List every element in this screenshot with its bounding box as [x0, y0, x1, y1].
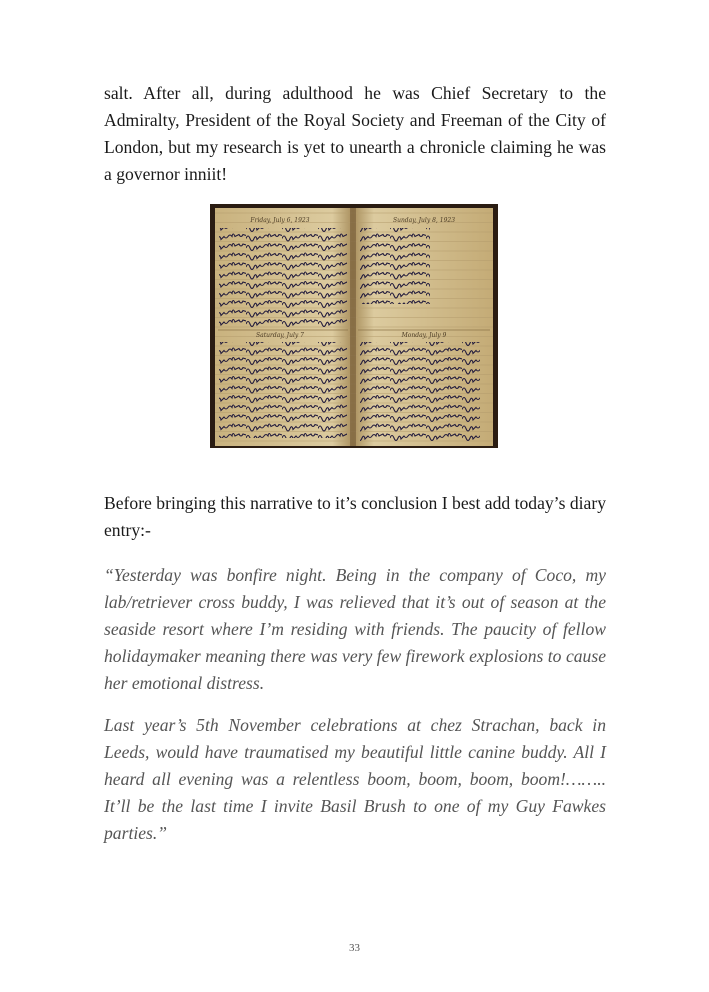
diary-gutter: [350, 208, 356, 446]
diary-handwriting-right-bottom: [360, 342, 480, 442]
diary-left-bottom-heading: Saturday, July 7: [256, 332, 304, 339]
diary-handwriting-left-bottom: [219, 342, 347, 438]
diary-handwriting-left-top: [219, 228, 347, 328]
diary-photo-image: [210, 204, 498, 448]
body-paragraph-2: Before bringing this narrative to it’s conclusion I best add today’s diary entry:-: [104, 493, 606, 540]
diary-handwriting-right-top: [360, 228, 430, 304]
page-number: 33: [349, 942, 360, 954]
diary-right-top-heading: Sunday, July 8, 1923: [392, 217, 456, 224]
diary-left-top-heading: Friday, July 6, 1923: [250, 217, 310, 224]
diary-quote-paragraph-1: “Yesterday was bonfire night. Being in the company of Coco, my lab/retriever cross buddy, I was relieved that it’s out of season at the seaside resort where I’m residing with friends. The paucity of fellow holidaymaker meaning there was very few firework explosions to cause her emotional distress.: [104, 565, 606, 693]
diary-photo: [210, 204, 498, 448]
body-paragraph-1: salt. After all, during adulthood he was Chief Secretary to the Admiralty, President of the Royal Society and Freeman of the City of London, but my research is yet to unearth a chronicle claiming he was a governor inniit!: [104, 83, 606, 184]
diary-right-bottom-heading: Monday, July 9: [401, 332, 447, 339]
diary-quote-paragraph-2: Last year’s 5th November celebrations at chez Strachan, back in Leeds, would have traumatised my beautiful little canine buddy. All I heard all evening was a relentless boom, boom, boom, boom!…….. It’ll be the last time I invite Basil Brush to one of my Guy Fawkes parties.”: [104, 715, 606, 843]
